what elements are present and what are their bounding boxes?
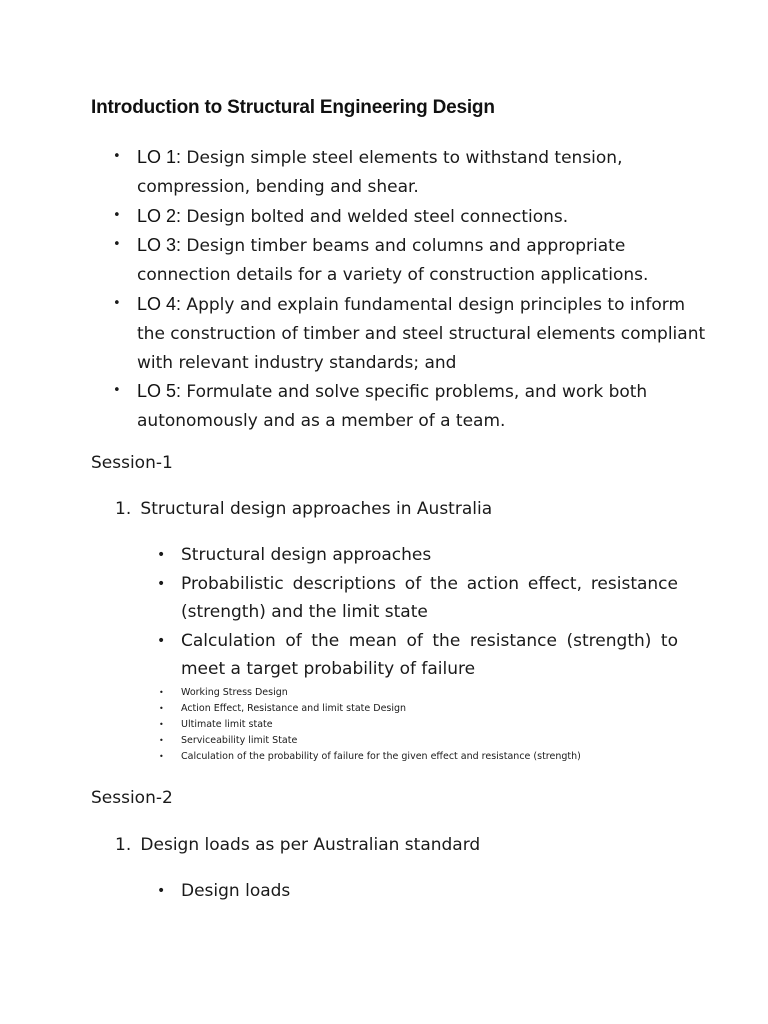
bullet-icon: • (157, 575, 166, 592)
session-2-numbered-item (115, 832, 480, 858)
topic-text: Probabilistic descriptions of the action effect, resistance (strength) and the limit state (181, 573, 678, 622)
topic-item (155, 541, 678, 570)
topic-item (155, 877, 678, 906)
subtopic-item (157, 701, 697, 717)
topic-item (155, 627, 678, 684)
bullet-icon: • (113, 149, 121, 164)
bullet-icon: • (159, 752, 164, 761)
learning-outcomes-list (110, 143, 710, 436)
bullet-icon: • (113, 207, 121, 223)
subtopic-text: Action Effect, Resistance and limit state Design (181, 703, 407, 714)
bullet-icon: • (113, 295, 121, 311)
learning-outcome-label: LO 1: (137, 147, 182, 167)
subtopic-item (157, 733, 697, 749)
document-title: Introduction to Structural Engineering Design (91, 97, 495, 118)
subtopic-item (157, 685, 697, 701)
bullet-icon: • (157, 883, 166, 899)
learning-outcome-text: Apply and explain fundamental design principles to inform the construction of timber and steel structural elements compliant with relevant industry standards; and (137, 294, 706, 373)
session-1-subtopic-list (157, 685, 697, 765)
session-2-heading: Session-2 (91, 788, 173, 808)
learning-outcome-label: LO 5: (137, 381, 182, 402)
item-text: Design loads as per Australian standard (140, 835, 481, 855)
topic-text: Structural design approaches (181, 545, 432, 565)
subtopic-item (157, 749, 697, 765)
item-number: 1. (115, 499, 132, 519)
bullet-icon: • (159, 736, 164, 745)
session-2-topic-list (155, 877, 678, 906)
item-text: Structural design approaches in Australia (140, 499, 493, 519)
learning-outcome-item (110, 290, 710, 377)
bullet-icon: • (159, 688, 164, 697)
learning-outcome-label: LO 3: (137, 235, 182, 256)
session-1-numbered-item (115, 496, 492, 522)
subtopic-text: Ultimate limit state (181, 719, 273, 730)
session-1-heading: Session-1 (91, 453, 173, 473)
learning-outcome-item (110, 231, 710, 290)
learning-outcome-item (110, 143, 710, 202)
subtopic-text: Calculation of the probability of failure for the given effect and resistance (strength) (181, 751, 581, 762)
bullet-icon: • (113, 237, 121, 253)
learning-outcome-text: Design bolted and welded steel connections. (181, 206, 569, 227)
bullet-icon: • (157, 632, 166, 649)
bullet-icon: • (113, 383, 121, 399)
item-number: 1. (115, 835, 132, 855)
bullet-icon: • (159, 720, 164, 729)
learning-outcome-text: Design timber beams and columns and appropriate connection details for a variety of construction applications. (137, 236, 649, 286)
learning-outcome-text: Design simple steel elements to withstand tension, compression, bending and shear. (137, 148, 623, 197)
topic-text: Design loads (181, 881, 291, 901)
topic-text: Calculation of the mean of the resistance (strength) to meet a target probability of failure (181, 630, 678, 679)
subtopic-item (157, 717, 697, 733)
learning-outcome-text: Formulate and solve specific problems, and work both autonomously and as a member of a team. (137, 382, 648, 432)
topic-item (155, 570, 678, 627)
learning-outcome-label: LO 4: (137, 293, 182, 314)
learning-outcome-item (110, 377, 710, 436)
session-1-topic-list (155, 541, 678, 684)
learning-outcome-item (110, 202, 710, 232)
learning-outcome-label: LO 2: (137, 205, 182, 226)
subtopic-text: Working Stress Design (181, 687, 288, 698)
subtopic-text: Serviceability limit State (181, 735, 298, 746)
bullet-icon: • (157, 547, 166, 563)
bullet-icon: • (159, 704, 164, 713)
